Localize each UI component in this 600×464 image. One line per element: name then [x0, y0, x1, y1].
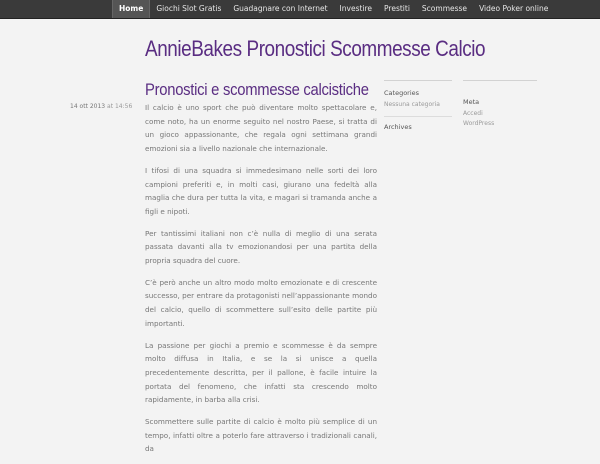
sidebar-divider — [384, 80, 452, 81]
nav-item-scommesse[interactable]: Scommesse — [421, 4, 468, 13]
categories-empty-text: Nessuna categoria — [384, 101, 440, 108]
post-title[interactable]: Pronostici e scommesse calcistiche — [145, 80, 369, 99]
nav-item-home[interactable]: Home — [112, 0, 150, 18]
nav-item-guadagnare-con-internet[interactable]: Guadagnare con Internet — [233, 4, 328, 13]
sidebar-divider — [384, 116, 452, 117]
categories-widget-title: Categories — [384, 89, 420, 97]
post-paragraph: Per tantissimi italiani non c’è nulla di meglio di una serata passata davanti alla tv emozionandosi per una partita della propria squadra del cuore. — [145, 228, 377, 266]
post-content — [145, 101, 377, 464]
post-meta — [70, 103, 132, 110]
sidebar-left — [384, 80, 452, 134]
post-at-label: at — [107, 103, 114, 110]
nav-item-investire[interactable]: Investire — [339, 4, 373, 13]
meta-link-accedi[interactable]: Accedi — [463, 110, 483, 117]
post-paragraph: Il calcio è uno sport che può diventare molto spettacolare e, come noto, ha un enorme seguito nel nostro Paese, si tratta di un gioco appassionante, che regala ogni settimana grandi emozioni sia a livello nazionale che internazionale. — [145, 103, 377, 154]
post-time: 14:56 — [114, 103, 133, 110]
site-title[interactable]: AnnieBakes Pronostici Scommesse Calcio — [145, 36, 486, 61]
post-paragraph: La passione per giochi a premio e scommesse è da sempre molto diffusa in Italia, e se la si unisce a quella precedentemente descritta, per il pallone, è facile intuire la portata del fenomeno, che infatti sta crescendo molto rapidamente, in barba alla crisi. — [145, 340, 377, 405]
post-paragraph: I tifosi di una squadra si immedesimano nelle sorti dei loro campioni preferiti e, in molti casi, giurano una fedeltà alla maglia che dura per tutta la vita, e magari si tramanda anche a figli e nipoti. — [145, 165, 377, 216]
sidebar-right — [463, 80, 537, 129]
post-date: 14 ott 2013 — [70, 103, 106, 110]
main-menu — [112, 0, 554, 18]
nav-item-giochi-slot-gratis[interactable]: Giochi Slot Gratis — [156, 4, 222, 13]
post-paragraph: Scommettere sulle partite di calcio è molto più semplice di un tempo, infatti oltre a poterlo fare attraverso i tradizionali canali, da — [145, 417, 377, 454]
nav-item-prestiti[interactable]: Prestiti — [384, 4, 410, 13]
post-paragraph: C’è però anche un altro modo molto emozionate e di crescente successo, per entrare da protagonisti nell’appassionante mondo del calcio, quello di scommettere sull’esito delle partite più importanti. — [145, 277, 377, 328]
nav-item-video-poker-online[interactable]: Video Poker online — [479, 4, 549, 13]
meta-widget-title: Meta — [463, 98, 480, 106]
meta-link-wordpress[interactable]: WordPress — [463, 120, 495, 127]
sidebar-divider — [463, 80, 537, 81]
archives-widget-title: Archives — [384, 123, 412, 131]
top-navigation-bar — [0, 0, 600, 19]
